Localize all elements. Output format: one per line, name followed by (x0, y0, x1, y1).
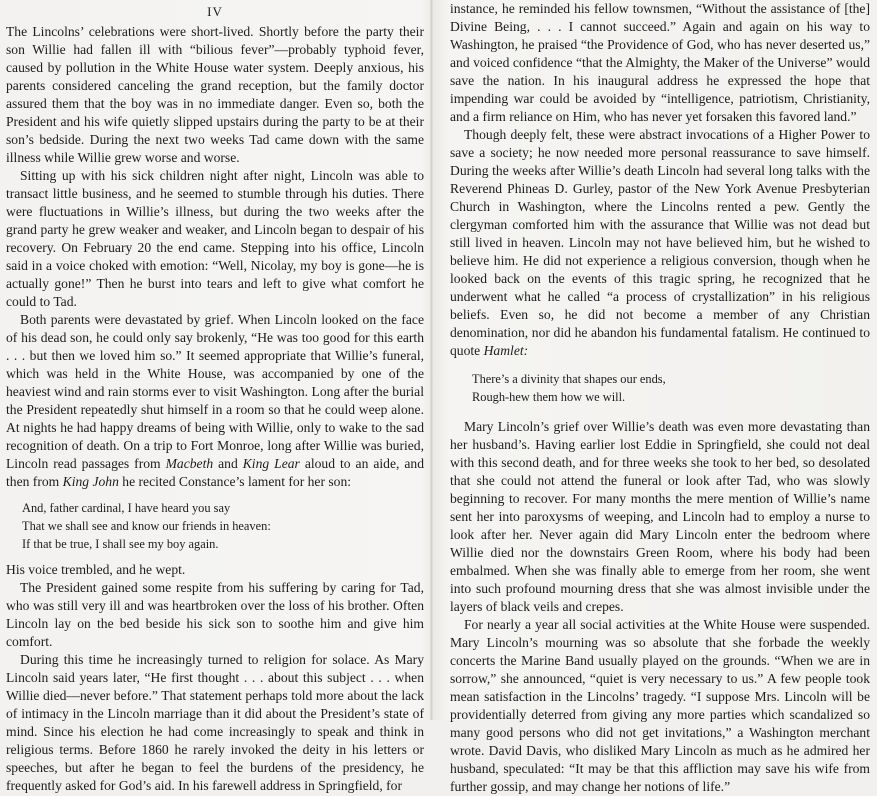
paragraph-1: The Lincolns’ celebrations were short-lived. Shortly before the party their son Willie had fallen ill with “bilious fever”—probably typhoid fever, caused by pollution in the White House water system. Deeply anxious, his parents considered canceling the grand reception, but the family doctor assured them that the boy was in no immediate danger. Even so, both the President and his wife quietly slipped upstairs during the party to be at their son’s bedside. During the next two weeks Tad came down with the same illness while Willie grew worse and worse. (6, 24, 424, 165)
paragraph-3-text-b: and (213, 456, 243, 471)
paragraph-2: Sitting up with his sick children night after night, Lincoln was able to transact little business, and he seemed to stumble through his duties. There were fluctuations in Willie’s illness, but during the two weeks after the grand party he grew weaker and weaker, and Lincoln began to despair of his recovery. On February 20 the end came. Stepping into his office, Lincoln said in a voice choked with emotion: “Well, Nicolay, my boy is gone—he is actually gone!” Then he burst into tears and left to give what comfort he could to Tad. (6, 168, 424, 309)
paragraph-3 (6, 311, 424, 491)
paragraph-5: The President gained some respite from his suffering by caring for Tad, who was still very ill and was heartbroken over the loss of his brother. Often Lincoln lay on the bed beside his sick son to soothe him and give him comfort. (6, 580, 424, 649)
paragraph-3-text-a: Both parents were devastated by grief. When Lincoln looked on the face of his dead son, he could only say brokenly, “He was too good for this earth . . . but then we loved him so.” It seemed appropriate that Willie’s funeral, which was held in the White House, was accompanied by one of the heaviest wind and rain storms ever to visit Washington. Long after the burial the President repeatedly shut himself in a room so that he could weep alone. At nights he had happy dreams of being with Willie, only to wake to the sad recognition of death. On a trip to Fort Monroe, long after Willie was buried, Lincoln read passages from (6, 312, 424, 471)
right-column (450, 0, 870, 796)
left-column (6, 0, 424, 795)
title-macbeth: Macbeth (165, 456, 214, 471)
quote-line: Rough-hew them how we will. (472, 390, 626, 404)
paragraph-8-text: Though deeply felt, these were abstract invocations of a Higher Power to save a society; he now needed more personal reassurance to save himself. During the weeks after Willie’s death Lincoln had several long talks with the Reverend Phineas D. Gurley, pastor of the New York Avenue Presbyterian Church in Washington, where the Lincolns rented a pew. Gently the clergyman comforted him with the assurance that Willie was not dead but still lived in heaven. Lincoln may not have believed him, but he wished to believe him. He did not experience a religious conversion, though when he looked back on the events of this tragic spring, he recognized that he underwent what he called “a process of crystallization” in his religious beliefs. Even so, he did not become a member of any Christian denomination, nor did he abandon his fundamental fatalism. He continued to quote (450, 127, 870, 358)
section-numeral: IV (207, 4, 223, 19)
page-gutter (430, 0, 433, 720)
paragraph-3-text-c: aloud to an aide, and then from (6, 456, 424, 489)
paragraph-8 (450, 126, 870, 360)
paragraph-7: instance, he reminded his fellow townsmen, “Without the assistance of [the] Divine Being, . . . I cannot succeed.” Again and again on his way to Washington, he praised “the Providence of God, who has never deserted us,” and voiced confidence “that the Almighty, the Maker of the Universe” would save the nation. In his inaugural address he expressed the hope that impending war could be avoided by “intelligence, patriotism, Christianity, and a firm reliance on Him, who has never yet forsaken this favored land.” (450, 1, 870, 124)
paragraph-3-text-d: he recited Constance’s lament for her son: (118, 474, 352, 489)
title-king-john: King John (62, 474, 119, 489)
block-quote-hamlet (472, 370, 870, 406)
title-hamlet: Hamlet: (483, 343, 529, 358)
title-king-lear: King Lear (242, 456, 300, 471)
paragraph-4: His voice trembled, and he wept. (6, 562, 186, 577)
quote-line: That we shall see and know our friends in heaven: (22, 519, 271, 533)
paragraph-6: During this time he increasingly turned to religion for solace. As Mary Lincoln said years later, “He first thought . . . about this subject . . . when Willie died—never before.” That statement perhaps told more about the lack of intimacy in the Lincoln marriage than it did about the President’s state of mind. Since his election he had come increasingly to speak and think in religious terms. Before 1860 he rarely invoked the deity in his letters or speeches, but after he began to feel the burdens of the presidency, he frequently asked for God’s aid. In his farewell address in Springfield, for (6, 652, 424, 793)
quote-line: And, father cardinal, I have heard you say (22, 501, 231, 515)
quote-line: If that be true, I shall see my boy again. (22, 537, 219, 551)
paragraph-9: Mary Lincoln’s grief over Willie’s death was even more devastating than her husband’s. Having earlier lost Eddie in Springfield, she could not deal with this second death, and for three weeks she took to her bed, so desolated that she could not attend the funeral or look after Tad, who was slowly beginning to recover. For many months the mere mention of Willie’s name sent her into paroxysms of weeping, and Lincoln had to employ a nurse to look after her. Never again did Mary Lincoln enter the bedroom where Willie died nor the downstairs Green Room, where his body had been embalmed. When she was finally able to emerge from her room, she went into such profound mourning dress that she was almost invisible under the layers of black veils and crepes. (450, 419, 870, 614)
paragraph-10: For nearly a year all social activities at the White House were suspended. Mary Lincoln’s mourning was so absolute that she forbade the weekly concerts the Marine Band usually played on the grounds. “When we are in sorrow,” she announced, “quiet is very necessary to us.” A few people took mean satisfaction in the Lincolns’ tragedy. “I suppose Mrs. Lincoln will be providentially deterred from giving any more parties which scandalized so many good persons who did not get invitations,” a Washington merchant wrote. David Davis, who disliked Mary Lincoln as much as he admired her husband, speculated: “It may be that this affliction may save his wife from further gossip, and may change her notions of life.” (450, 617, 870, 794)
block-quote-king-john (22, 499, 424, 553)
quote-line: There’s a divinity that shapes our ends, (472, 372, 666, 386)
